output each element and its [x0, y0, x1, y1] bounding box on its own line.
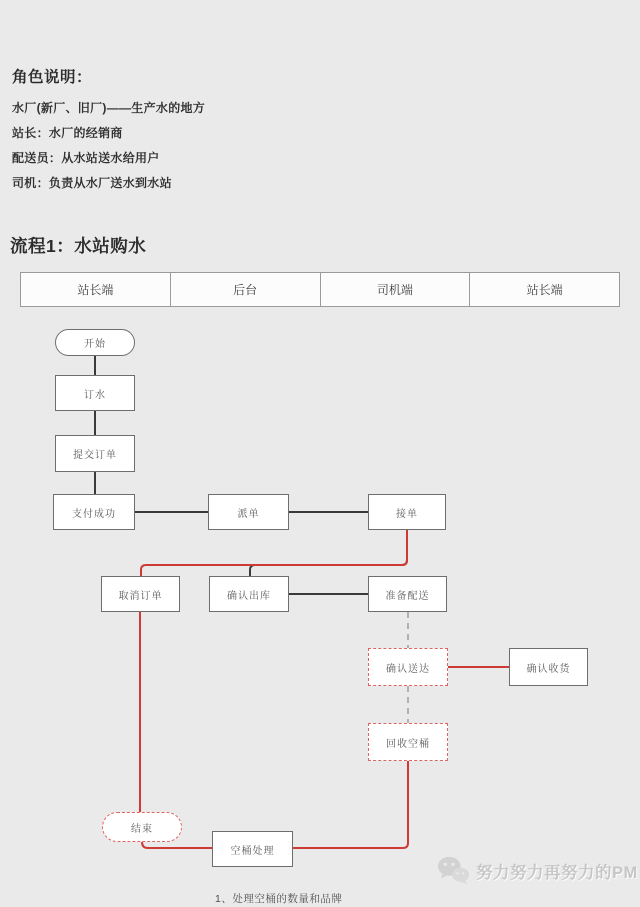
process-title: 流程1：水站购水	[10, 236, 147, 256]
connector-end-to-bucket-handling	[142, 842, 212, 848]
flow-node-prepare-delivery-label: 准备配送	[385, 590, 430, 602]
flow-node-empty-bucket-handling-label: 空桶处理	[230, 845, 275, 857]
flow-node-confirm-delivered	[368, 648, 448, 686]
flow-node-submit-order-label: 提交订单	[73, 450, 117, 461]
flow-node-confirm-delivered-label: 确认送达	[386, 663, 430, 675]
flow-node-end	[102, 812, 182, 842]
flow-node-end-label: 结束	[131, 823, 153, 835]
flow-node-recycle-buckets-label: 回收空桶	[386, 738, 430, 750]
flow-node-payment-success	[53, 494, 135, 530]
roles-heading: 角色说明：	[12, 69, 93, 86]
flow-node-order-water-label: 订水	[84, 389, 106, 401]
connector-accept-to-outbound	[250, 530, 407, 576]
flow-node-order-water	[55, 375, 135, 411]
role-line-station-owner: 站长：水厂的经销商	[12, 126, 123, 140]
flow-node-cancel-order	[101, 576, 180, 612]
lane-header-backend: 后台	[171, 273, 321, 306]
swimlane-header	[20, 272, 620, 307]
watermark-text: 努力努力再努力的PM	[476, 864, 638, 882]
flow-node-submit-order	[55, 435, 135, 472]
flow-node-start	[55, 329, 135, 356]
lane-header-station-owner-right: 站长端	[526, 283, 563, 297]
flow-node-dispatch-order	[208, 494, 289, 530]
flowchart	[0, 320, 640, 907]
watermark	[436, 853, 638, 889]
flow-node-payment-success-label: 支付成功	[72, 508, 116, 520]
flow-node-confirm-outbound-label: 确认出库	[227, 590, 271, 602]
flow-node-accept-order	[368, 494, 446, 530]
connector-accept-to-cancel	[141, 530, 407, 576]
lane-header-driver: 司机端	[321, 273, 471, 306]
flow-node-confirm-receipt-label: 确认收货	[526, 663, 571, 675]
role-line-deliveryman: 配送员：从水站送水给用户	[12, 151, 160, 165]
connector-recycle-to-bucket-handling	[293, 761, 408, 848]
flow-node-prepare-delivery	[368, 576, 447, 612]
flow-node-empty-bucket-handling	[212, 831, 293, 867]
flow-node-confirm-outbound	[209, 576, 289, 612]
flow-node-cancel-order-label: 取消订单	[118, 590, 163, 602]
flow-node-recycle-buckets	[368, 723, 448, 761]
lane-header-station-owner-left: 站长端	[21, 273, 171, 306]
footnote: 1、处理空桶的数量和品牌	[215, 893, 343, 905]
flow-node-confirm-receipt	[509, 648, 588, 686]
wechat-icon	[436, 854, 470, 888]
flow-node-start-label: 开始	[84, 339, 106, 350]
role-line-water-factory: 水厂(新厂、旧厂)——生产水的地方	[12, 101, 206, 115]
role-line-driver: 司机：负责从水厂送水到水站	[12, 176, 172, 190]
flow-node-accept-order-label: 接单	[396, 508, 418, 520]
flow-node-dispatch-order-label: 派单	[237, 508, 260, 520]
